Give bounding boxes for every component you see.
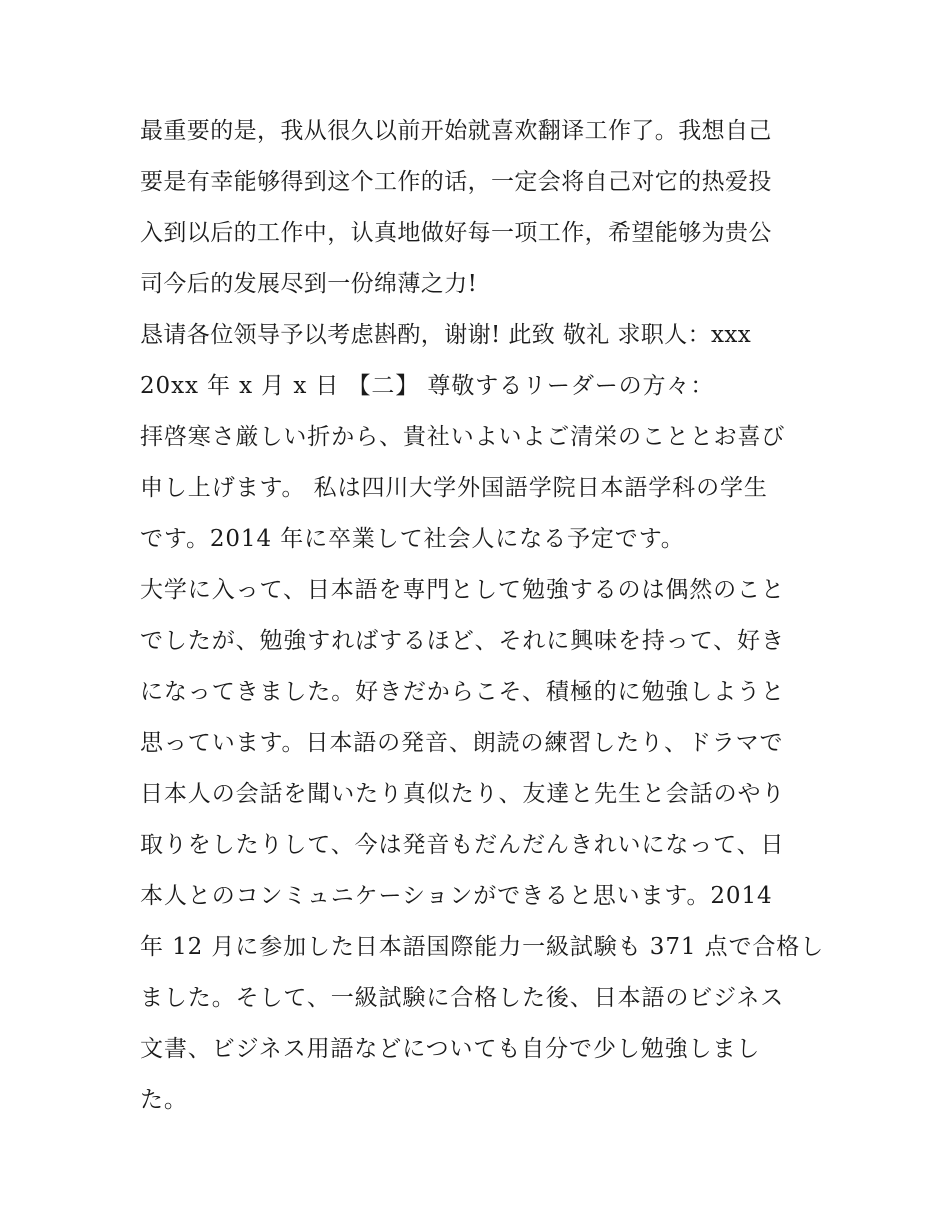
text-line: 思っています。日本語の発音、朗読の練習したり、ドラマで xyxy=(140,730,784,756)
text-line: 20xx 年 x 月 x 日 【二】 尊敬するリーダーの方々： xyxy=(140,373,715,399)
text-line: です。2014 年に卒業して社会人になる予定です。 xyxy=(140,526,685,552)
text-line: 拝啓寒さ厳しい折から、貴社いよいよご清栄のこととお喜び xyxy=(140,424,786,450)
text-line: 本人とのコンミュニケーションができると思います。2014 xyxy=(140,883,773,909)
text-line: でしたが、勉強すればするほど、それに興味を持って、好き xyxy=(140,628,785,654)
text-line: ました。そして、一級試験に合格した後、日本語のビジネス xyxy=(140,985,785,1011)
text-line: 年 12 月に参加した日本語国際能力一級試験も 371 点で合格し xyxy=(140,934,825,960)
text-line: 恳请各位领导予以考虑斟酌，谢谢! 此致 敬礼 求职人：xxx xyxy=(140,322,752,348)
text-line: 文書、ビジネス用語などについても自分で少し勉強しまし xyxy=(140,1036,761,1062)
text-line: になってきました。好きだからこそ、積極的に勉強しようと xyxy=(140,679,785,705)
text-line: 申し上げます。 私は四川大学外国語学院日本語学科の学生 xyxy=(140,475,768,501)
text-line: 取りをしたりして、今は発音もだんだんきれいになって、日 xyxy=(140,832,785,858)
text-line: 大学に入って、日本語を専門として勉強するのは偶然のこと xyxy=(140,577,785,603)
text-line: 最重要的是，我从很久以前开始就喜欢翻译工作了。我想自己 xyxy=(140,118,772,144)
text-line: 日本人の会話を聞いたり真似たり、友達と先生と会話のやり xyxy=(140,781,786,807)
text-line: た。 xyxy=(140,1087,188,1113)
text-line: 要是有幸能够得到这个工作的话，一定会将自己对它的热爱投 xyxy=(140,169,772,195)
text-line: 司今后的发展尽到一份绵薄之力! xyxy=(140,271,478,297)
document-body xyxy=(140,106,825,1126)
text-line: 入到以后的工作中，认真地做好每一项工作，希望能够为贵公 xyxy=(140,220,772,246)
